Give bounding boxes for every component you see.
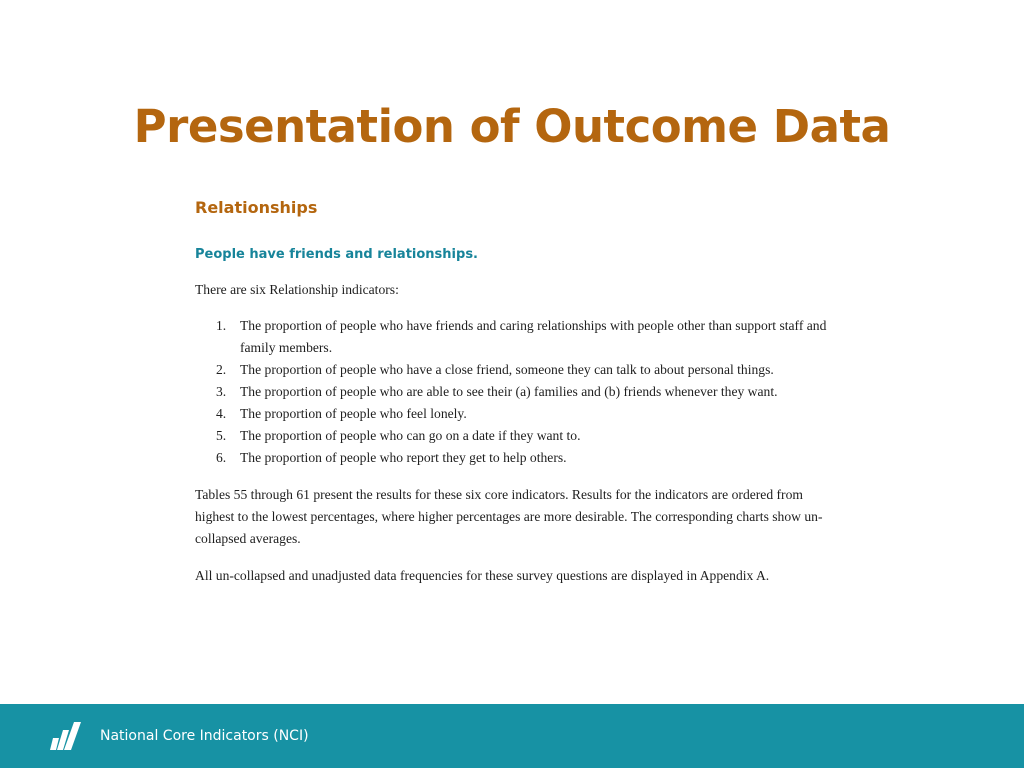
list-item-number: 4. [216, 406, 227, 421]
list-item [195, 315, 835, 359]
section-heading: Relationships [195, 198, 318, 217]
list-item-text: The proportion of people who are able to see their (a) families and (b) friends whenever they want. [240, 384, 778, 399]
list-item-text: The proportion of people who report they get to help others. [240, 450, 567, 465]
list-item-text: The proportion of people who have a close friend, someone they can talk to about personal things. [240, 362, 774, 377]
list-item [195, 447, 835, 469]
list-item [195, 425, 835, 447]
footer-bar [0, 704, 1024, 768]
content-body [195, 196, 835, 587]
results-paragraph: Tables 55 through 61 present the results for these six core indicators. Results for the indicators are ordered from highest to the lowest percentages, where higher percentages are more desirable. The corresponding charts show un-collapsed averages. [195, 487, 823, 546]
list-item-text: The proportion of people who have friends and caring relationships with people other than support staff and family members. [240, 318, 827, 355]
section-subheading: People have friends and relationships. [195, 247, 478, 262]
list-item-number: 6. [216, 450, 227, 465]
list-item [195, 359, 835, 381]
indicator-list [195, 315, 835, 469]
nci-logo-icon [50, 722, 82, 752]
list-item [195, 381, 835, 403]
list-item-number: 1. [216, 318, 227, 333]
list-item-number: 5. [216, 428, 227, 443]
list-item-text: The proportion of people who feel lonely. [240, 406, 467, 421]
appendix-paragraph: All un-collapsed and unadjusted data frequencies for these survey questions are displayed in Appendix A. [195, 568, 770, 583]
list-item-text: The proportion of people who can go on a date if they want to. [240, 428, 581, 443]
intro-text: There are six Relationship indicators: [195, 282, 399, 297]
list-item [195, 403, 835, 425]
list-item-number: 2. [216, 362, 227, 377]
list-item-number: 3. [216, 384, 227, 399]
slide-title: Presentation of Outcome Data [133, 100, 891, 154]
footer-label: National Core Indicators (NCI) [100, 728, 309, 744]
